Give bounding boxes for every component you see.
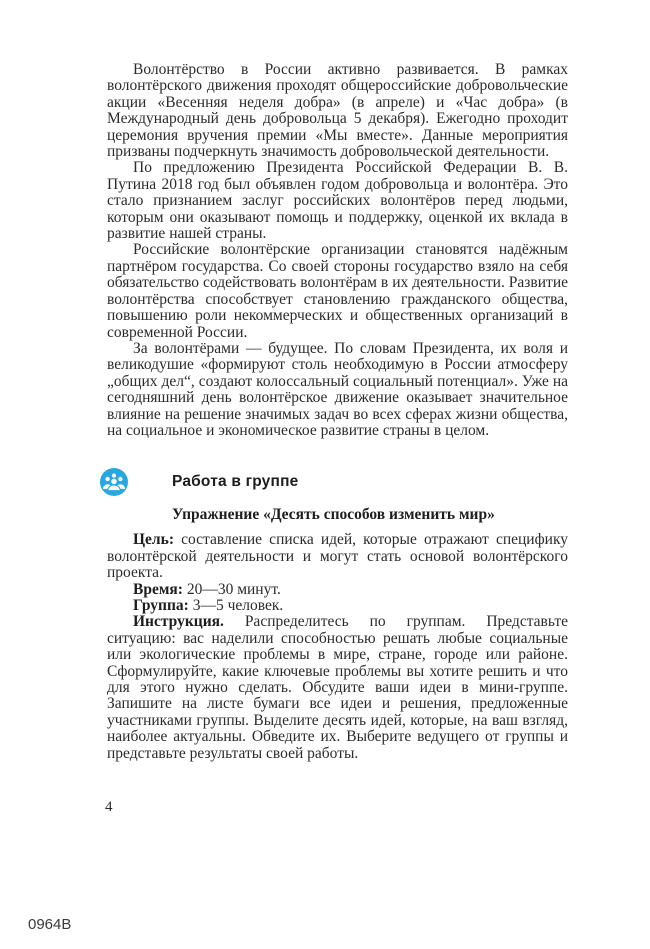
exercise-goal [107, 532, 568, 581]
print-code: 0964B [28, 916, 72, 933]
group-label: Группа: [133, 596, 189, 614]
paragraph-president-2018: По предложению Президента Российской Федерации В. В. Путина 2018 год был объявлен годом добровольца и волонтёра. Это стало признанием заслуг российских волонтёров перед людьми, которым они оказывают помощь и поддержку, оценкой их вклада в развитие нашей страны. [107, 159, 568, 243]
paragraph-state-partner: Российские волонтёрские организации становятся надёжным партнёром государства. Со своей стороны государство взяло на себя обязательство содействовать волонтёрам в их деятельности. Развитие волонтёрства способствует становлению гражданского общества, повышению роли некоммерческих и общественных организаций в современной России. [107, 241, 568, 341]
group-work-header [100, 468, 568, 496]
goal-label: Цель: [133, 531, 174, 549]
text-block [107, 62, 568, 762]
group-people-icon [100, 468, 128, 496]
exercise-group-size [107, 598, 568, 614]
instruction-label: Инструкция. [133, 613, 224, 631]
paragraph-future: За волонтёрами — будущее. По словам Президента, их воля и великодушие «формируют столь необходимую в России атмосферу „общих дел“, создают колоссальный социальный потенциал». Уже на сегодняшний день волонтёрское движение оказывает значительное влияние на решение значимых задач во всех сферах жизни общества, на социальное и экономическое развитие страны в целом. [107, 339, 568, 439]
time-label: Время: [133, 580, 183, 598]
exercise-title: Упражнение «Десять способов изменить мир» [172, 506, 495, 524]
exercise-block [107, 532, 568, 762]
group-size-text: 3—5 человек. [192, 596, 284, 614]
instruction-text: Распределитесь по группам. Представьте ситуацию: вас наделили способностью решать любые социальные или экологические проблемы в мире, стране, городе или районе. Сформулируйте, какие ключевые проблемы вы хотите решить и что для этого нужно сделать. Обсудите ваши идеи в мини-группе. Запишите на листе бумаги все идеи и решения, предложенные участниками группы. Выделите десять идей, которые, на ваш взгляд, наиболее актуальны. Обведите их. Выберите ведущего от группы и представьте результаты своей работы. [107, 613, 568, 762]
exercise-time [107, 582, 568, 598]
time-text: 20—30 минут. [186, 580, 281, 598]
exercise-instruction [107, 614, 568, 762]
paragraph-volunteering-intro: Волонтёрство в России активно развивается. В рамках волонтёрского движения проходят общероссийские добровольческие акции «Весенняя неделя добра» (в апреле) и «Час добра» (в Международный день добровольца 5 декабря). Ежегодно проходит церемония вручения премии «Мы вместе». Данные мероприятия призваны подчеркнуть значимость добровольческой деятельности. [107, 61, 568, 161]
page-number: 4 [105, 799, 113, 815]
section-title: Работа в группе [172, 473, 299, 491]
goal-text: составление списка идей, которые отражают специфику волонтёрской деятельности и могут стать основой волонтёрского проекта. [107, 531, 568, 582]
